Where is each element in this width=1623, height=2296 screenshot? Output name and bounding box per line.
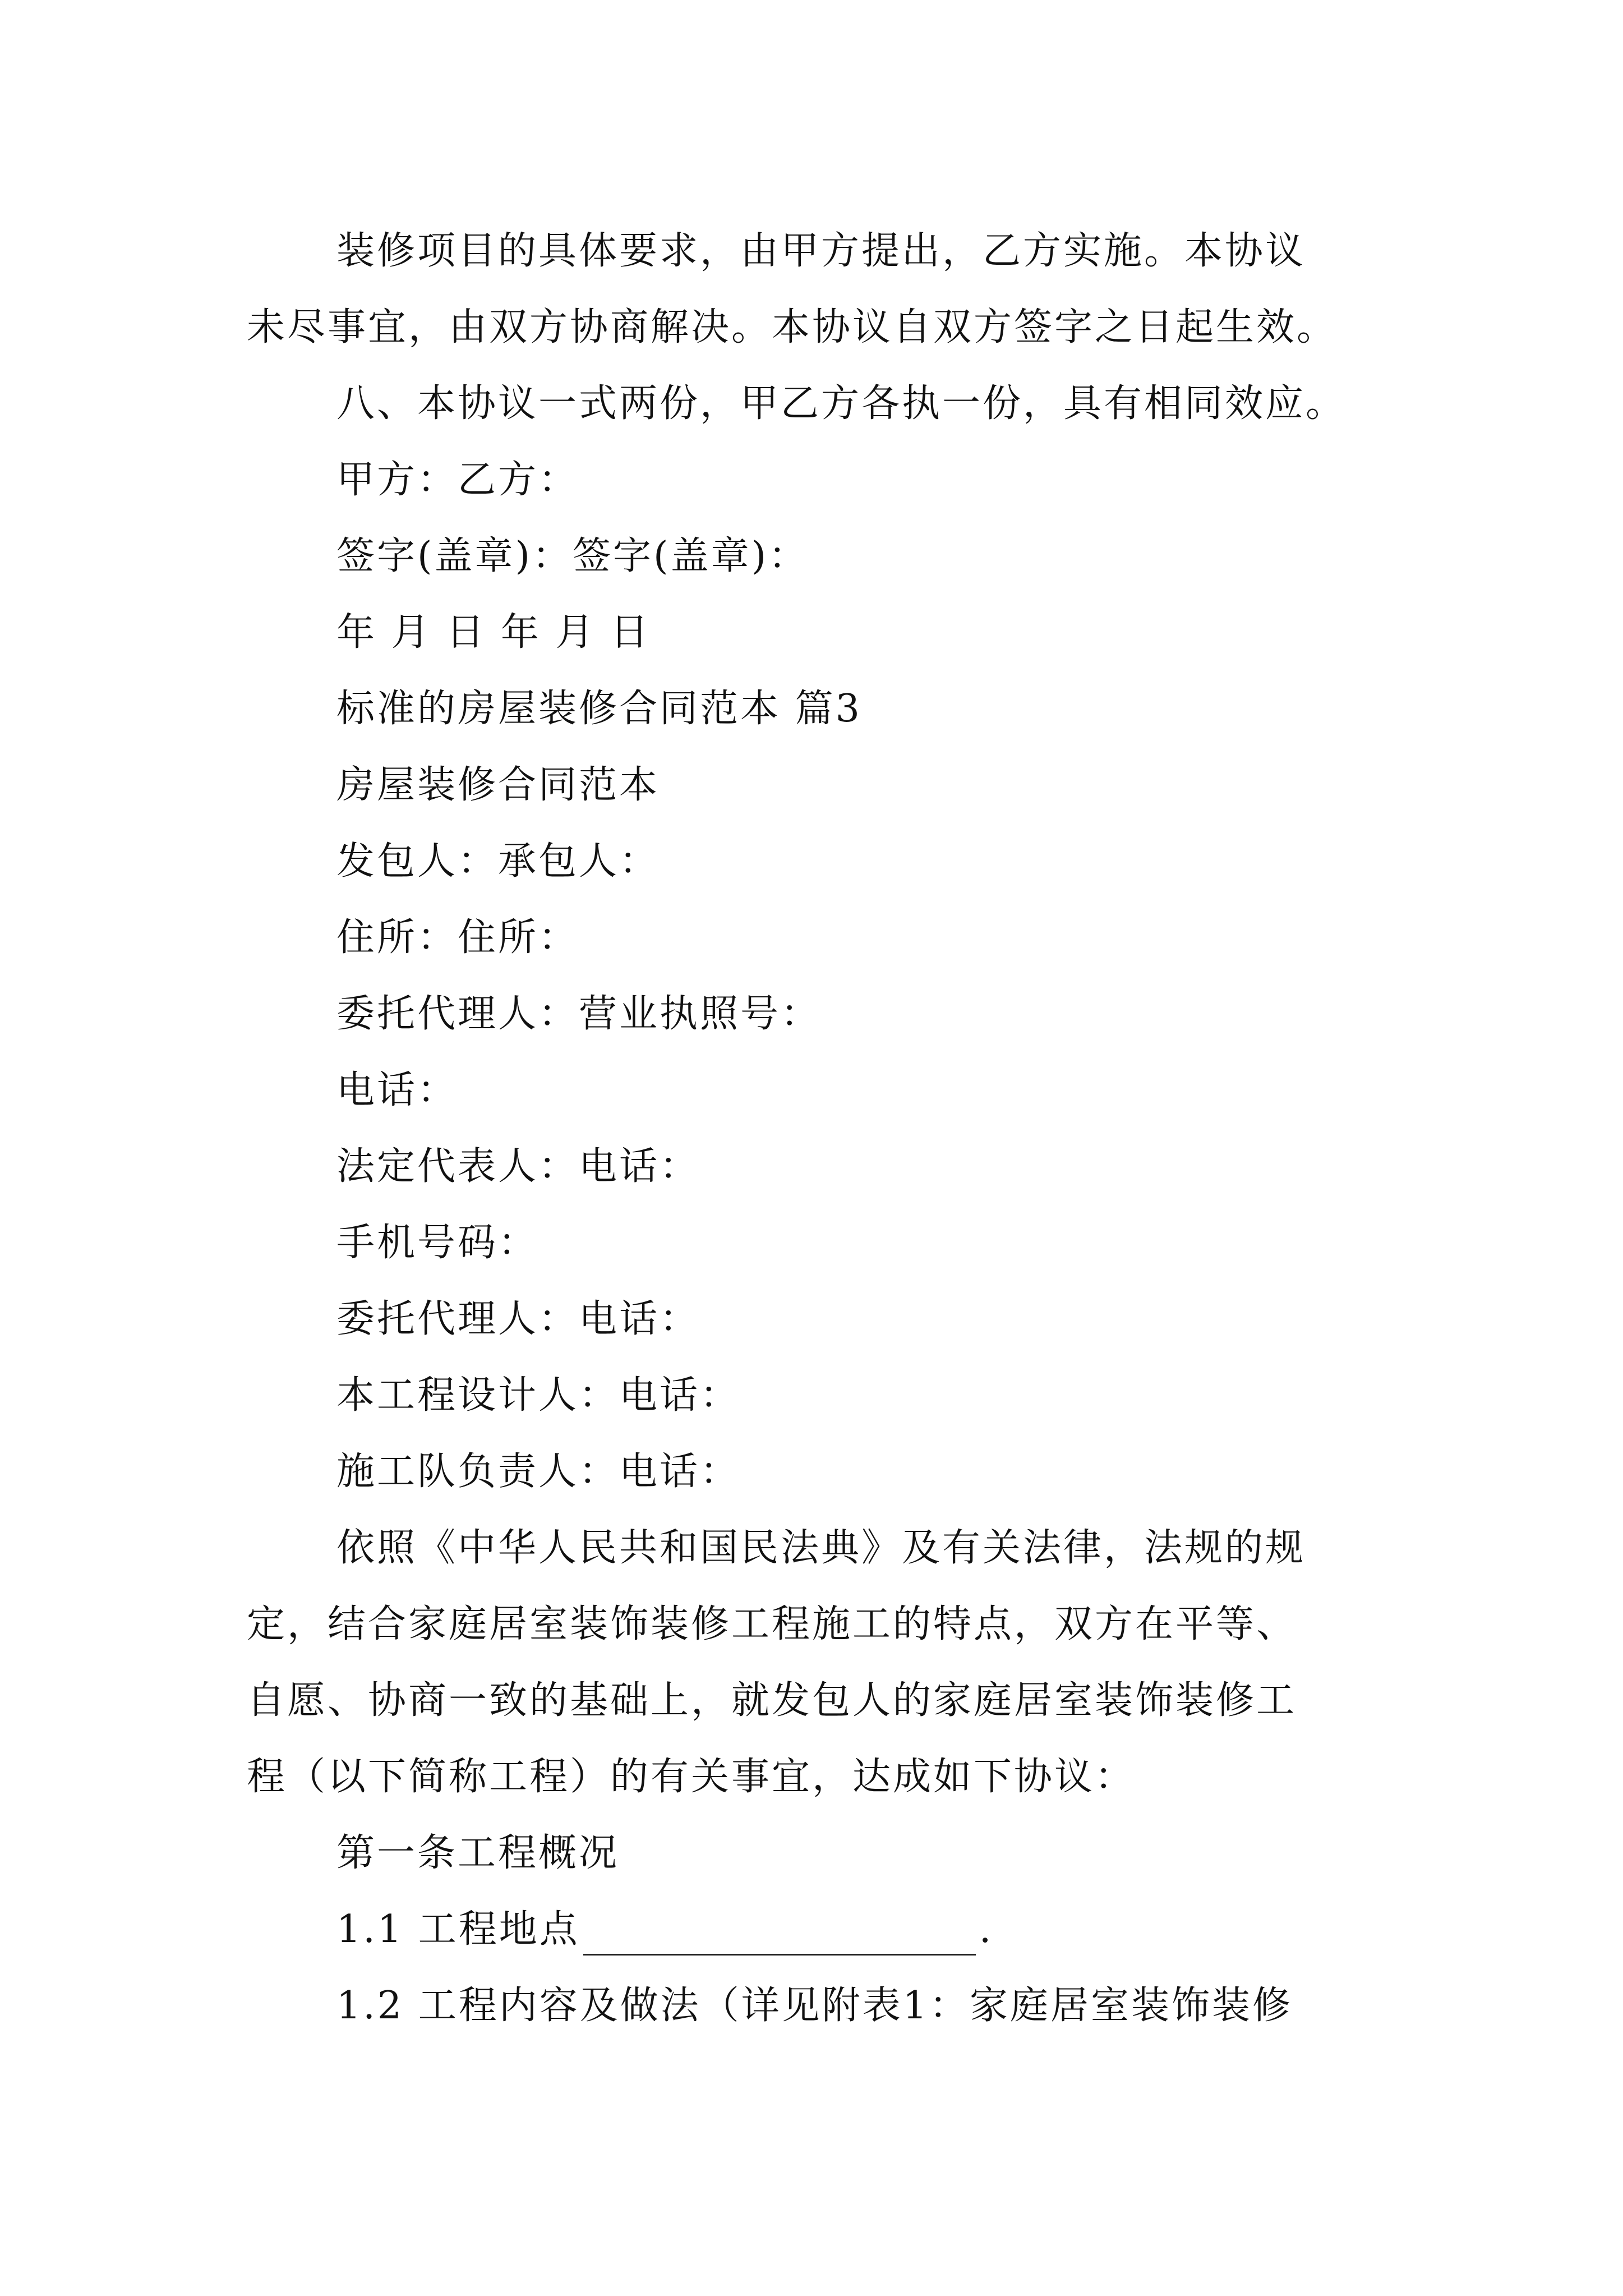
text-line: 住所：住所： [336, 915, 579, 960]
item-1-1-label: 1.1 工程地点 [336, 1907, 580, 1952]
text-line: 年 月 日 年 月 日 [336, 610, 651, 655]
text-line: 第一条工程概况 [336, 1831, 620, 1875]
text-line: 法定代表人：电话： [336, 1144, 700, 1189]
text-line: 定，结合家庭居室装饰装修工程施工的特点，双方在平等、 [247, 1602, 1297, 1646]
text-line: 施工队负责人：电话： [336, 1450, 741, 1494]
text-line: 未尽事宜，由双方协商解决。本协议自双方签字之日起生效。 [247, 305, 1338, 349]
text-lines [247, 213, 1380, 1892]
text-line: 房屋装修合同范本 [336, 763, 660, 807]
text-line: 委托代理人：营业执照号： [336, 992, 822, 1036]
text-line: 本工程设计人：电话： [336, 1373, 741, 1418]
text-line: 程（以下简称工程）的有关事宜，达成如下协议： [247, 1755, 1136, 1799]
text-line: 自愿、协商一致的基础上，就发包人的家庭居室装饰装修工 [247, 1678, 1297, 1723]
text-line: 八、本协议一式两份，甲乙方各执一份，具有相同效应。 [336, 381, 1347, 426]
item-1-1-suffix: . [979, 1907, 994, 1952]
text-line: 电话： [336, 1068, 458, 1112]
text-line: 手机号码： [336, 1221, 539, 1265]
text-line: 装修项目的具体要求，由甲方提出，乙方实施。本协议 [336, 229, 1306, 273]
text-line: 依照《中华人民共和国民法典》及有关法律，法规的规 [336, 1526, 1306, 1570]
item-1-2-line: 1.2 工程内容及做法（详见附表1：家庭居室装饰装修 [336, 1984, 1293, 2028]
text-line: 标准的房屋装修合同范本 篇3 [336, 687, 862, 731]
document-body [247, 213, 1380, 2044]
text-line: 委托代理人：电话： [336, 1297, 700, 1341]
text-line: 签字(盖章)：签字(盖章)： [336, 534, 809, 578]
text-line: 发包人：承包人： [336, 839, 660, 884]
item-1-1-line [247, 1892, 1380, 1968]
project-location-blank [583, 1909, 976, 1955]
text-line: 甲方：乙方： [336, 458, 579, 502]
